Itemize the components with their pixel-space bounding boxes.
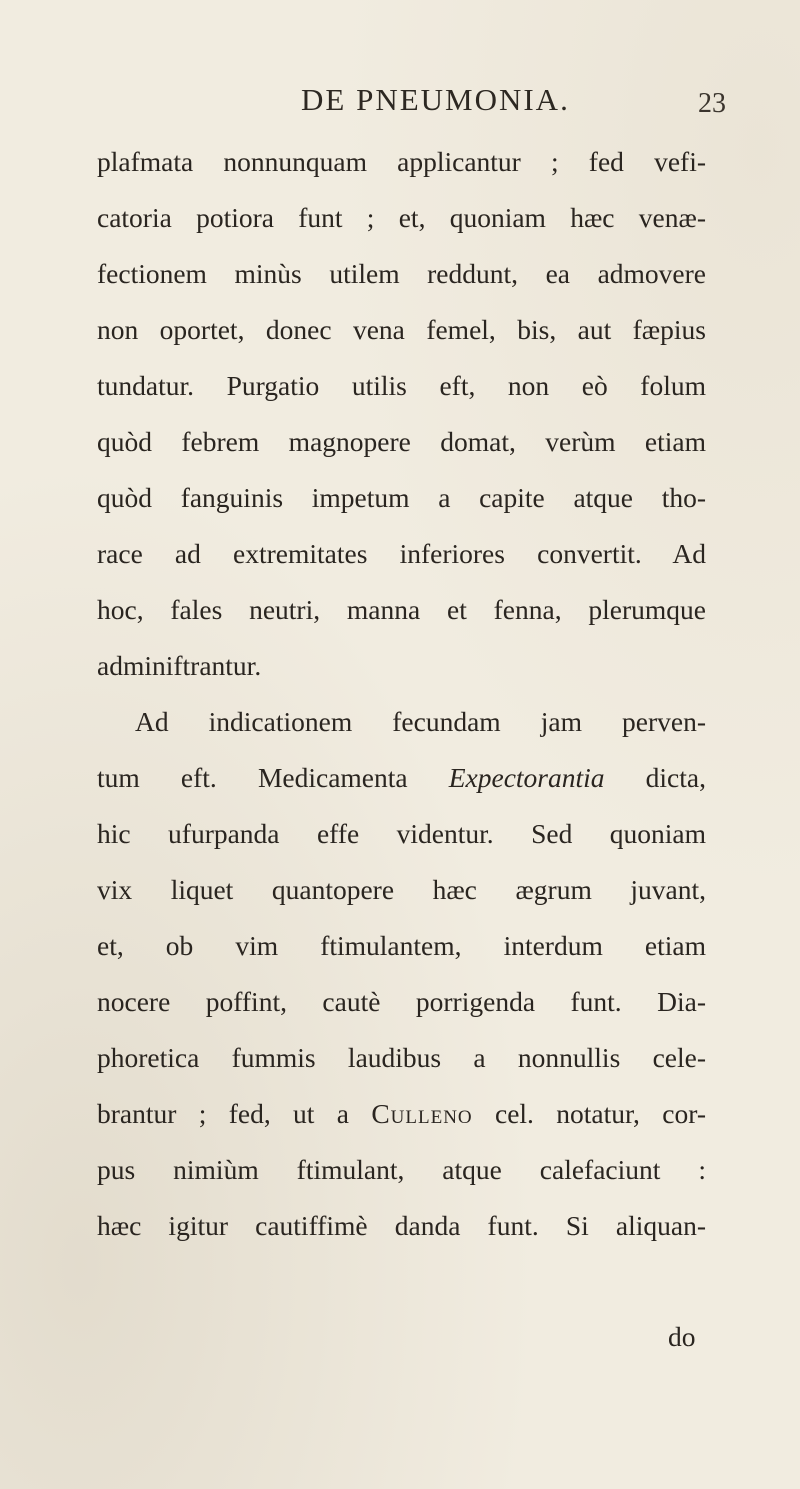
running-head-title: DE PNEUMONIA. xyxy=(301,82,570,117)
text-line: hæc igitur cautiffimè danda funt. Si aliquan- xyxy=(97,1210,706,1241)
running-head xyxy=(0,80,800,120)
text-line: race ad extremitates inferiores convertit. Ad xyxy=(97,538,706,569)
text-line: quòd febrem magnopere domat, verùm etiam xyxy=(97,426,706,457)
text-line xyxy=(97,752,706,804)
text-line: pus nimiùm ftimulant, atque calefaciunt : xyxy=(97,1154,706,1185)
text-line: hic ufurpanda effe videntur. Sed quoniam xyxy=(97,818,706,849)
text-line: phoretica fummis laudibus a nonnullis cele- xyxy=(97,1042,706,1073)
text-line: catoria potiora funt ; et, quoniam hæc venæ- xyxy=(97,202,706,233)
text-line: Ad indicationem fecundam jam perven- xyxy=(135,706,706,737)
text-span: dicta, xyxy=(604,762,706,793)
small-caps-name: Culleno xyxy=(371,1098,473,1129)
text-line: quòd fanguinis impetum a capite atque tho- xyxy=(97,482,706,513)
text-line: non oportet, donec vena femel, bis, aut fæpius xyxy=(97,314,706,345)
catchword: do xyxy=(668,1321,696,1352)
page-number: 23 xyxy=(698,88,726,119)
text-line: et, ob vim ftimulantem, interdum etiam xyxy=(97,930,706,961)
text-line xyxy=(97,1088,706,1140)
text-line: plafmata nonnunquam applicantur ; fed vefi- xyxy=(97,146,706,177)
text-span: tum eft. Medicamenta xyxy=(97,762,449,793)
text-line: nocere poffint, cautè porrigenda funt. Dia- xyxy=(97,986,706,1017)
text-line: fectionem minùs utilem reddunt, ea admovere xyxy=(97,258,706,289)
text-line: vix liquet quantopere hæc ægrum juvant, xyxy=(97,874,706,905)
italic-term: Expectorantia xyxy=(448,762,605,793)
text-line: tundatur. Purgatio utilis eft, non eò folum xyxy=(97,370,706,401)
text-span: cel. notatur, cor- xyxy=(472,1098,706,1129)
text-line: hoc, fales neutri, manna et fenna, plerumque xyxy=(97,594,706,625)
text-span: brantur ; fed, ut a xyxy=(97,1098,372,1129)
text-line: adminiftrantur. xyxy=(97,650,262,681)
